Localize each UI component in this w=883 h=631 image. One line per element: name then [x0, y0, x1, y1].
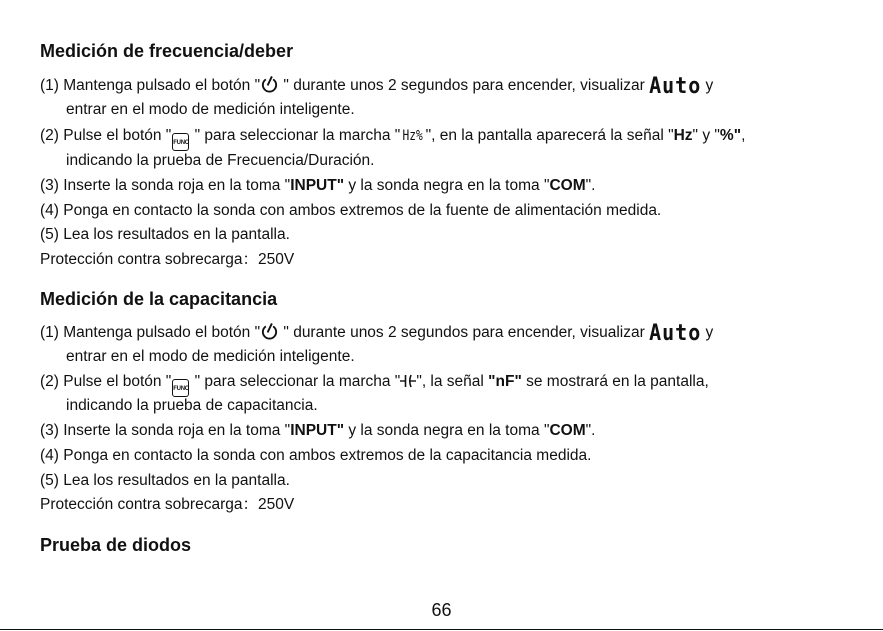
hz-percent-symbol: Hz%: [402, 128, 424, 144]
func-button-icon: FUNC: [172, 379, 189, 397]
section-title-frequency: Medición de frecuencia/deber: [40, 41, 294, 61]
freq-step-4: (4) Ponga en contacto la sonda con ambos extremos de la fuente de alimentación medida.: [40, 202, 662, 219]
cap-overload-protection: Protección contra sobrecarga：250V: [40, 496, 295, 513]
page-number: 66: [431, 600, 452, 620]
section-title-capacitance: Medición de la capacitancia: [40, 289, 278, 309]
text: ", en la pantalla aparecerá la señal ": [425, 127, 674, 144]
auto-lcd-display: Auto: [649, 71, 702, 99]
cap-step-1-cont: entrar en el modo de medición inteligente.: [66, 348, 355, 365]
hz-signal: Hz: [673, 127, 693, 144]
text: y: [701, 324, 714, 341]
nf-signal: "nF": [488, 373, 522, 390]
freq-step-5: (5) Lea los resultados en la pantalla.: [40, 226, 290, 243]
power-icon: [260, 322, 279, 341]
text: " y ": [692, 127, 720, 144]
text: (2) Pulse el botón ": [40, 373, 172, 390]
text: (3) Inserte la sonda roja en la toma ": [40, 422, 291, 439]
auto-lcd-display: Auto: [649, 318, 702, 346]
input-jack-label: INPUT": [290, 177, 345, 194]
freq-step-1-cont: entrar en el modo de medición inteligente.: [66, 101, 355, 118]
cap-step-5: (5) Lea los resultados en la pantalla.: [40, 472, 290, 489]
text: " durante unos 2 segundos para encender, visualizar: [279, 324, 650, 341]
footer-divider: [0, 629, 883, 630]
text: se mostrará en la pantalla,: [521, 373, 709, 390]
cap-step-1: [40, 318, 714, 346]
text: ", la señal: [416, 373, 489, 390]
section-title-diode: Prueba de diodos: [40, 535, 192, 555]
text: " durante unos 2 segundos para encender, visualizar: [279, 77, 650, 94]
cap-step-2-cont: indicando la prueba de capacitancia.: [66, 397, 318, 414]
text: (2) Pulse el botón ": [40, 127, 172, 144]
text: (3) Inserte la sonda roja en la toma ": [40, 177, 291, 194]
text: ,: [741, 127, 746, 144]
text: y: [701, 77, 714, 94]
text: y la sonda negra en la toma ": [344, 422, 550, 439]
cap-step-4: (4) Ponga en contacto la sonda con ambos extremos de la capacitancia medida.: [40, 447, 592, 464]
text: " para seleccionar la marcha ": [190, 127, 401, 144]
input-jack-label: INPUT": [290, 422, 345, 439]
text: (1) Mantenga pulsado el botón ": [40, 324, 261, 341]
text: ".: [585, 422, 596, 439]
cap-step-2: [40, 372, 709, 397]
text: y la sonda negra en la toma ": [344, 177, 550, 194]
text: (1) Mantenga pulsado el botón ": [40, 77, 261, 94]
com-jack-label: COM: [549, 177, 586, 194]
freq-step-2: [40, 126, 745, 151]
freq-overload-protection: Protección contra sobrecarga：250V: [40, 251, 295, 268]
text: " para seleccionar la marcha ": [190, 373, 401, 390]
cap-step-3: [40, 421, 595, 441]
func-button-icon: FUNC: [172, 133, 189, 151]
text: ".: [585, 177, 596, 194]
capacitor-icon: [400, 373, 416, 389]
freq-step-3: [40, 176, 595, 196]
percent-signal: %": [719, 127, 742, 144]
com-jack-label: COM: [549, 422, 586, 439]
freq-step-2-cont: indicando la prueba de Frecuencia/Duración.: [66, 152, 375, 169]
freq-step-1: [40, 71, 714, 99]
power-icon: [260, 75, 279, 94]
